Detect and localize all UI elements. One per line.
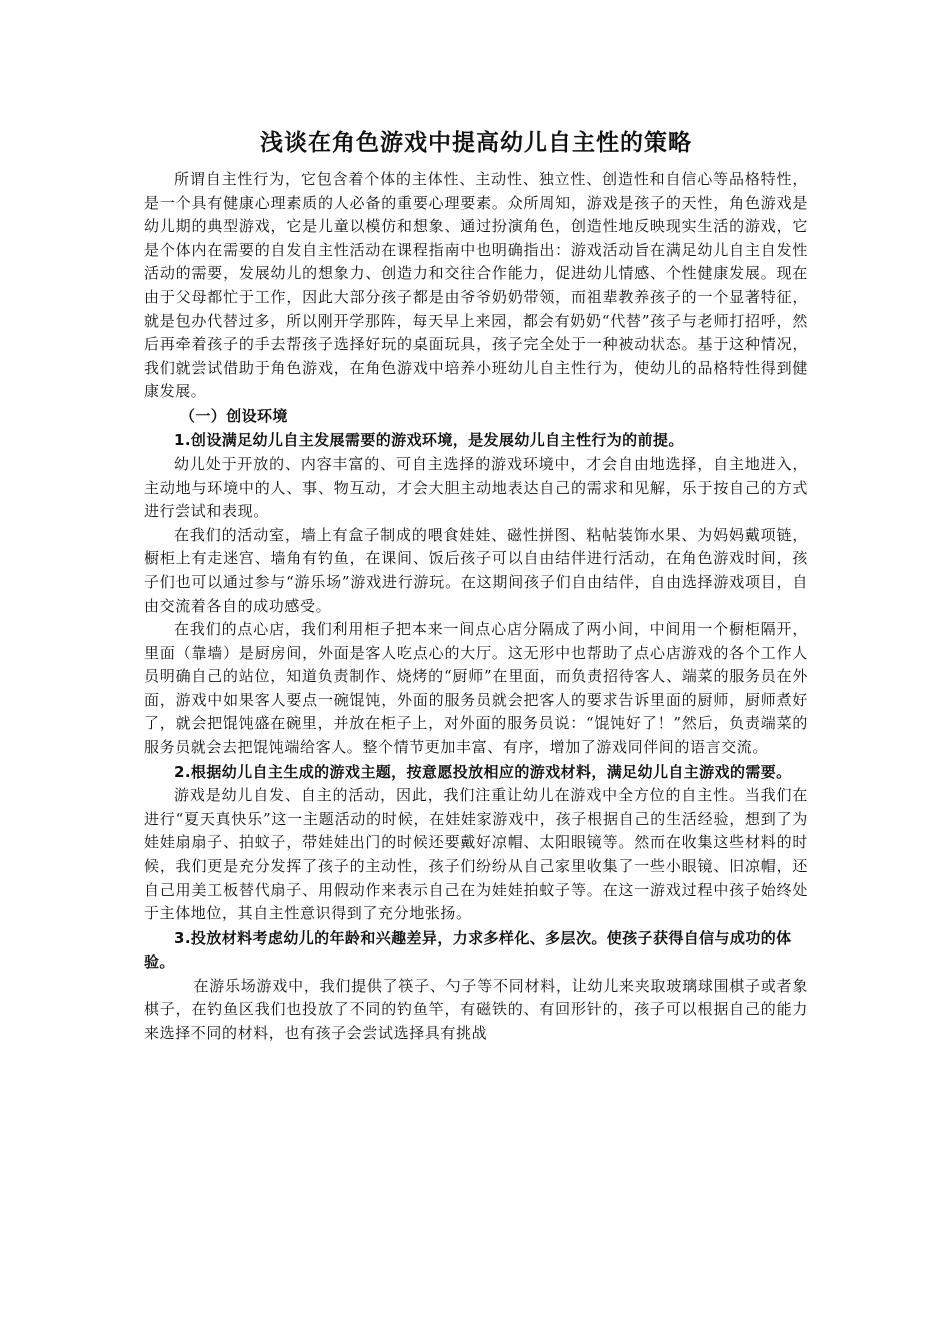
body-paragraph: 在游乐场游戏中，我们提供了筷子、勺子等不同材料，让幼儿来夹取玻璃球围棋子或者象棋子，在钓鱼区我们也投放了不同的钓鱼竿，有磁铁的、有回形针的，孩子可以根据自己的能力来选择不同的材料，也有孩子会尝试选择具有挑战 [144, 976, 808, 1042]
subheading-1: 1.创设满足幼儿自主发展需要的游戏环境，是发展幼儿自主性行为的前提。 [174, 431, 684, 450]
body-paragraph: 游戏是幼儿自发、自主的活动，因此，我们注重让幼儿在游戏中全方位的自主性。当我们在进行“夏天真快乐”这一主题活动的时候，在娃娃家游戏中，孩子根据自己的生活经验，想到了为娃娃扇扇子、拍蚊子，带娃娃出门的时候还要戴好凉帽、太阳眼镜等。然而在收集这些材料的时候，我们更是充分发挥了孩子的主动性，孩子们纷纷从自己家里收集了一些小眼镜、旧凉帽，还自己用美工板替代扇子、用假动作来表示自己在为娃娃拍蚊子等。在这一游戏过程中孩子始终处于主体地位，其自主性意识得到了充分地张扬。 [144, 786, 808, 923]
document-page [144, 126, 808, 1046]
subheading-2: 2.根据幼儿自主生成的游戏主题，按意愿投放相应的游戏材料，满足幼儿自主游戏的需要。 [174, 762, 792, 781]
body-paragraph: 幼儿处于开放的、内容丰富的、可自主选择的游戏环境中，才会自由地选择，自主地进入，主动地与环境中的人、事、物互动，才会大胆主动地表达自己的需求和见解，乐于按自己的方式进行尝试和表现。 [144, 454, 808, 521]
section-heading: （一）创设环境 [180, 406, 288, 425]
document-title: 浅谈在角色游戏中提高幼儿自主性的策略 [260, 130, 692, 156]
subheading-3: 3.投放材料考虑幼儿的年龄和兴趣差异，力求多样化、多层次。使孩子获得自信与成功的体验。 [144, 928, 792, 972]
body-paragraph: 在我们的点心店，我们利用柜子把本来一间点心店分隔成了两小间，中间用一个橱柜隔开，里面（靠墙）是厨房间，外面是客人吃点心的大厅。这无形中也帮助了点心店游戏的各个工作人员明确自己的站位，知道负责制作、烧烤的“厨师”在里面，而负责招待客人、端菜的服务员在外面，游戏中如果客人要点一碗馄饨，外面的服务员就会把客人的要求告诉里面的厨师，厨师煮好了，就会把馄饨盛在碗里，并放在柜子上，对外面的服务员说：“馄饨好了！”然后，负责端菜的服务员就会去把馄饨端给客人。整个情节更加丰富、有序，增加了游戏同伴间的语言交流。 [144, 620, 808, 757]
intro-paragraph: 所谓自主性行为，它包含着个体的主体性、主动性、独立性、创造性和自信心等品格特性，是一个具有健康心理素质的人必备的重要心理要素。众所周知，游戏是孩子的天性，角色游戏是幼儿期的典型游戏，它是儿童以模仿和想象、通过扮演角色，创造性地反映现实生活的游戏，它是个体内在需要的自发自主性活动在课程指南中也明确指出：游戏活动旨在满足幼儿自主自发性活动的需要，发展幼儿的想象力、创造力和交往合作能力，促进幼儿情感、个性健康发展。现在由于父母都忙于工作，因此大部分孩子都是由爷爷奶奶带领，而祖辈教养孩子的一个显著特征，就是包办代替过多，所以刚开学那阵，每天早上来园，都会有奶奶“代替”孩子与老师打招呼，然后再牵着孩子的手去帮孩子选择好玩的桌面玩具，孩子完全处于一种被动状态。基于这种情况，我们就尝试借助于角色游戏，在角色游戏中培养小班幼儿自主性行为，使幼儿的品格特性得到健康发展。 [144, 170, 808, 401]
body-paragraph: 在我们的活动室，墙上有盒子制成的喂食娃娃、磁性拼图、粘帖装饰水果、为妈妈戴项链，橱柜上有走迷宫、墙角有钓鱼，在课间、饭后孩子可以自由结伴进行活动，在角色游戏时间，孩子们也可以通过参与“游乐场”游戏进行游玩。在这期间孩子们自由结伴，自由选择游戏项目，自由交流着各自的成功感受。 [144, 525, 808, 615]
